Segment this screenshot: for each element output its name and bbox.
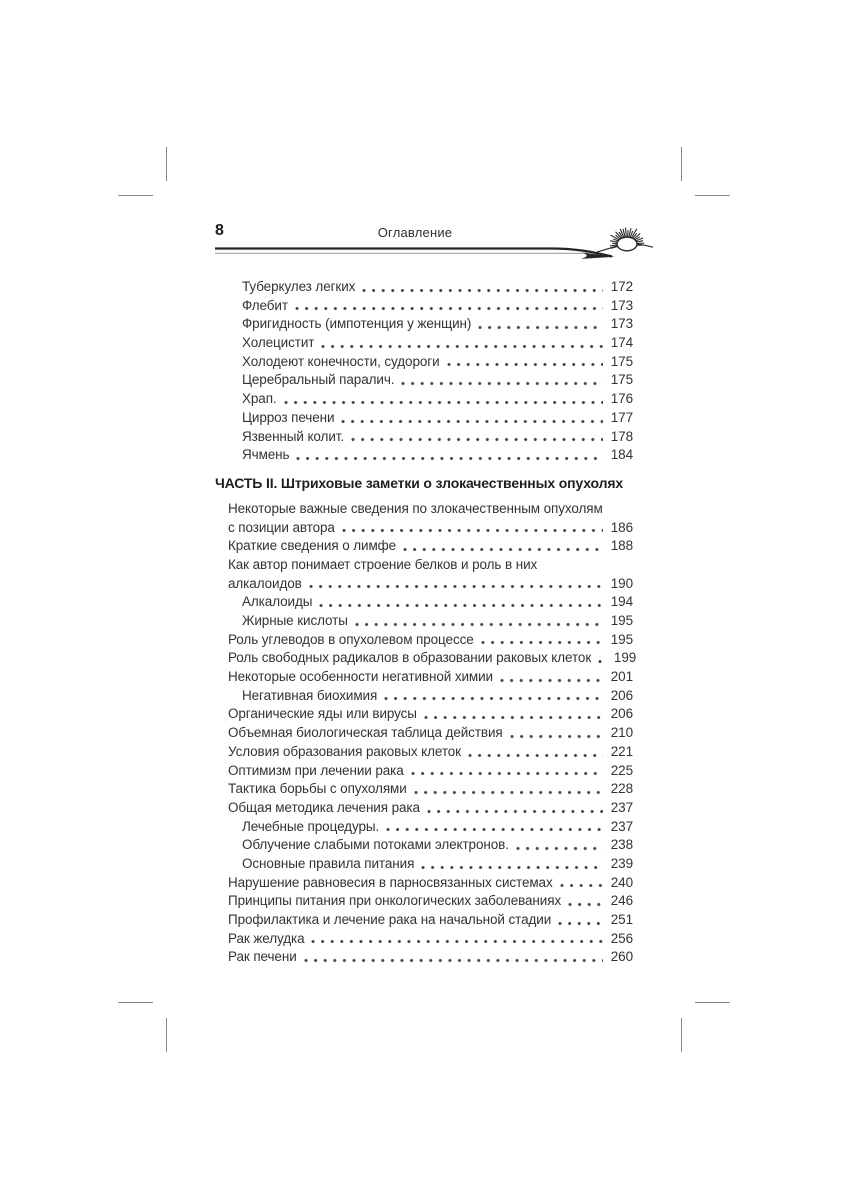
toc-entry-page: 251 [610, 912, 633, 927]
toc-entry-label: Общая методика лечения рака [228, 799, 420, 815]
toc-entry [215, 278, 633, 297]
toc-entry-label: Нарушение равновесия в парносвязанных системах [228, 874, 553, 890]
dot-leader [295, 306, 603, 311]
dot-leader [342, 528, 603, 533]
toc-entry-label: Некоторые важные сведения по злокачественным опухолям [228, 500, 603, 516]
toc-entry-page: 178 [610, 428, 633, 444]
toc-entry [215, 500, 633, 519]
toc-entry-label: Принципы питания при онкологических заболеваниях [228, 893, 562, 909]
toc-entry-label: Цирроз печени [242, 409, 335, 425]
toc-entry [215, 799, 633, 818]
crop-mark-bottom-left-vertical [166, 1018, 167, 1052]
toc-entry-page: 238 [610, 837, 633, 853]
toc-entry-page: 186 [610, 519, 633, 535]
toc-entry [215, 892, 633, 911]
toc-entry-label: Туберкулез легких [242, 279, 356, 294]
toc-entry [215, 948, 633, 967]
toc-entry-page: 240 [610, 874, 633, 890]
toc-entry-page: 177 [610, 409, 633, 425]
toc-entry-label: Органические яды или вирусы [228, 706, 417, 722]
toc-entry [215, 687, 633, 706]
dot-leader [355, 622, 603, 627]
toc-entry [215, 556, 633, 575]
dot-leader [384, 696, 603, 701]
toc-entry-page: 176 [610, 391, 633, 407]
dot-leader [319, 603, 603, 608]
toc-entry [215, 519, 633, 538]
toc-entry-label: Роль свободных радикалов в образовании раковых клеток [228, 650, 592, 666]
dot-leader [427, 809, 603, 814]
toc-entry [215, 668, 633, 687]
toc-entry [215, 930, 633, 949]
dot-leader [560, 883, 603, 888]
dot-leader [414, 790, 603, 795]
dot-leader [284, 400, 603, 405]
dot-leader [421, 865, 603, 870]
dot-leader [411, 771, 603, 776]
toc-entry-page: 175 [610, 353, 633, 369]
dot-leader [403, 547, 603, 552]
toc-entry-label: Язвенный колит. [242, 428, 344, 444]
dot-leader [468, 753, 603, 758]
dot-leader [516, 846, 603, 851]
toc-entry-label: Храп. [242, 391, 277, 407]
dot-leader [447, 362, 603, 367]
toc-entry [215, 836, 633, 855]
dot-leader [558, 921, 603, 926]
toc-entry-page: 206 [610, 706, 633, 722]
dot-leader [424, 715, 603, 720]
toc-entry [215, 780, 633, 799]
toc-entry-page: 246 [610, 893, 633, 909]
toc-entry [215, 612, 633, 631]
crop-mark-bottom-left-horizontal [118, 1002, 153, 1003]
toc-entry-label: Жирные кислоты [242, 613, 348, 628]
dot-leader [321, 344, 603, 349]
toc-entry [215, 371, 633, 390]
toc-entry [215, 874, 633, 893]
toc-entry-label: Рак желудка [228, 930, 305, 946]
toc-entry [215, 705, 633, 724]
toc-entry-page: 210 [610, 725, 633, 741]
toc-entry [215, 855, 633, 874]
toc-entry [215, 911, 633, 930]
toc-entry-page: 173 [610, 316, 633, 332]
toc-entry-label: Краткие сведения о лимфе [228, 538, 397, 554]
toc-entry-label: Холодеют конечности, судороги [242, 353, 440, 369]
toc-entry-label: Условия образования раковых клеток [228, 743, 461, 759]
dot-leader [341, 419, 603, 424]
dot-leader [304, 958, 603, 963]
dot-leader [568, 902, 603, 907]
crop-mark-top-left-horizontal [118, 195, 153, 196]
crop-mark-bottom-right-vertical [681, 1018, 682, 1052]
toc-entry [215, 631, 633, 650]
dot-leader [481, 640, 603, 645]
dot-leader [362, 288, 603, 293]
toc-entry-label: Алкалоиды [242, 594, 313, 610]
toc-entry-page: 237 [610, 818, 633, 834]
toc-entry-label: Некоторые особенности негативной химии [228, 669, 493, 685]
flower-ornament-icon [597, 211, 653, 255]
toc-entry [215, 334, 633, 353]
toc-entry-label: Негативная биохимия [242, 687, 378, 703]
toc-entry-label: Лечебные процедуры. [242, 818, 380, 834]
toc-entry-page: 194 [610, 594, 633, 610]
toc-entry-page: 256 [610, 930, 633, 946]
toc-entry [215, 446, 633, 465]
toc-entry [215, 297, 633, 316]
toc-entry-page: 199 [613, 650, 637, 666]
toc-entry-label: с позиции автора [228, 519, 335, 535]
toc-entry-page: 225 [610, 762, 633, 778]
running-title: Оглавление [377, 225, 453, 240]
toc-entry-label: Холецистит [242, 335, 315, 351]
toc-part-heading: ЧАСТЬ II. Штриховые заметки о злокачественных опухолях [215, 474, 624, 491]
toc-entry-page: 190 [610, 575, 633, 591]
toc-entry-label: Как автор понимает строение белков и роль в них [228, 556, 538, 572]
toc-list [215, 278, 637, 967]
toc-entry-page: 239 [610, 855, 633, 871]
toc-entry-label: Профилактика и лечение рака на начальной стадии [228, 912, 552, 927]
dot-leader [386, 827, 603, 832]
toc-entry-page: 173 [610, 297, 633, 313]
toc-entry-label: Ячмень [242, 447, 290, 463]
dot-leader [598, 659, 606, 664]
toc-entry [215, 649, 637, 668]
toc-entry-page: 174 [610, 335, 633, 351]
toc-entry [215, 315, 633, 334]
toc-entry [215, 743, 633, 762]
toc-entry-page: 206 [610, 687, 633, 703]
dot-leader [500, 678, 603, 683]
toc-entry [215, 428, 633, 447]
toc-entry-page: 260 [610, 949, 633, 965]
dot-leader [351, 437, 603, 442]
dot-leader [401, 381, 603, 386]
toc-entry-label: Основные правила питания [242, 855, 415, 871]
toc-entry [215, 818, 633, 837]
crop-mark-top-right-vertical [681, 147, 682, 181]
dot-leader [510, 734, 603, 739]
toc-entry [215, 537, 633, 556]
toc-entry-label: Фригидность (импотенция у женщин) [242, 316, 472, 332]
toc-entry-label: Облучение слабыми потоками электронов. [242, 837, 509, 853]
toc-entry-label: алкалоидов [228, 575, 302, 591]
toc-entry [215, 409, 633, 428]
toc-entry [215, 575, 633, 594]
crop-mark-top-right-horizontal [695, 195, 730, 196]
toc-entry-page: 184 [610, 447, 633, 463]
toc-entry [215, 724, 633, 743]
toc-entry-label: Флебит [242, 297, 288, 313]
toc-entry-page: 172 [610, 279, 633, 294]
toc-entry [215, 762, 633, 781]
toc-entry-label: Объемная биологическая таблица действия [228, 725, 503, 741]
header-rule [214, 241, 654, 267]
toc-entry [215, 353, 633, 372]
crop-mark-top-left-vertical [166, 147, 167, 181]
toc-entry-label: Оптимизм при лечении рака [228, 762, 404, 778]
toc-entry [215, 593, 633, 612]
page-number: 8 [215, 222, 224, 239]
toc-entry-page: 221 [610, 743, 633, 759]
toc-entry-page: 201 [610, 669, 633, 685]
toc-entry-label: Рак печени [228, 949, 297, 965]
toc-entry-page: 237 [610, 799, 633, 815]
toc-entry-page: 228 [610, 781, 633, 797]
dot-leader [309, 584, 603, 589]
toc-entry-page: 175 [610, 372, 633, 388]
dot-leader [311, 939, 603, 944]
toc-entry-label: Роль углеводов в опухолевом процессе [228, 631, 474, 647]
crop-mark-bottom-right-horizontal [695, 1002, 730, 1003]
dot-leader [478, 325, 603, 330]
toc-entry-page: 195 [610, 631, 633, 647]
toc-entry-page: 195 [610, 613, 633, 628]
toc-entry-label: Тактика борьбы с опухолями [228, 781, 407, 797]
toc-entry [215, 390, 633, 409]
dot-leader [296, 456, 603, 461]
toc-entry-label: Церебральный паралич. [242, 372, 395, 388]
toc-entry-page: 188 [610, 538, 633, 554]
